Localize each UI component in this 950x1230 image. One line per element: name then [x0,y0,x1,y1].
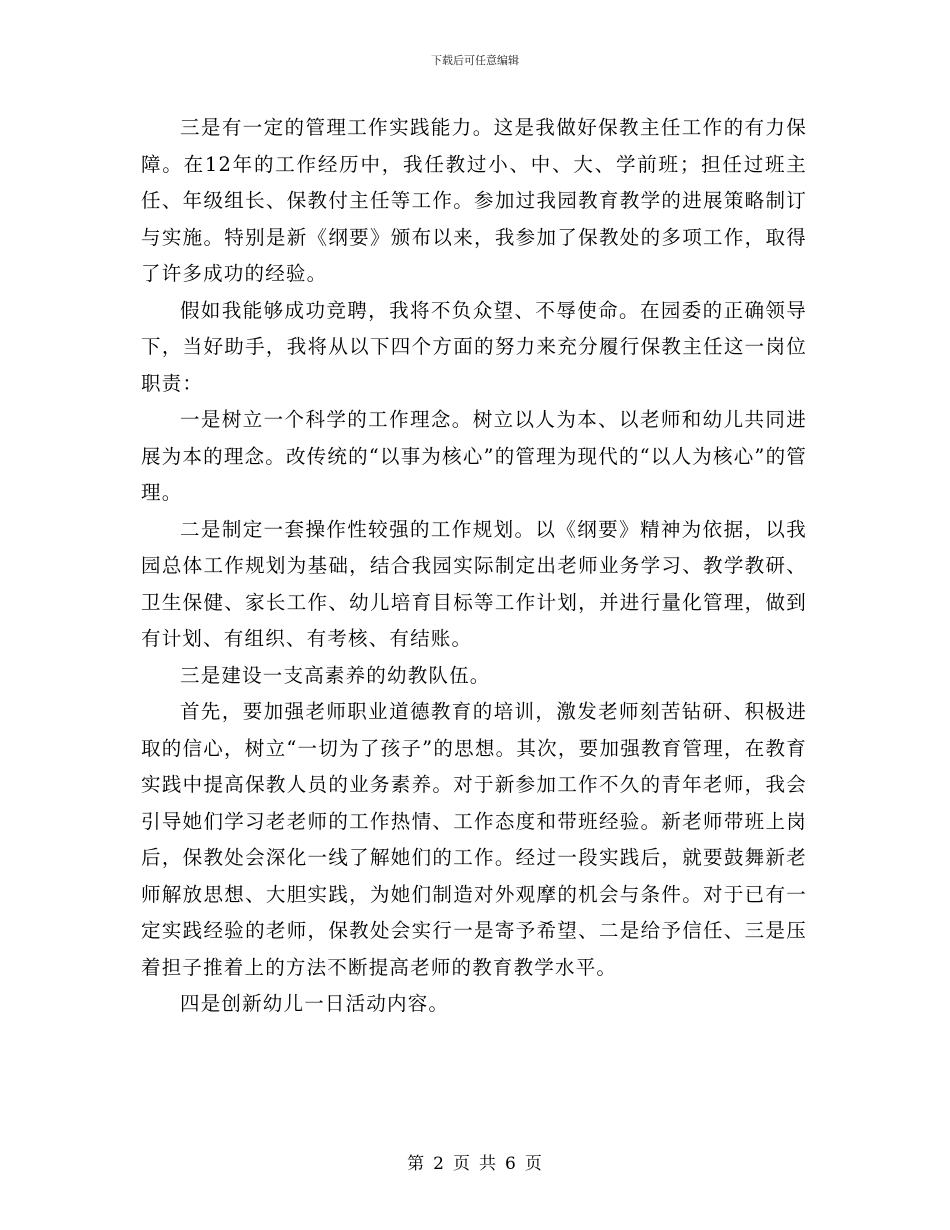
paragraph-point-one: 一是树立一个科学的工作理念。树立以人为本、以老师和幼儿共同进展为本的理念。改传统的“以事为核心”的管理为现代的“以人为核心”的管理。 [141,408,807,504]
paragraph-management-experience: 三是有一定的管理工作实践能力。这是我做好保教主任工作的有力保障。在12年的工作经历中，我任教过小、中、大、学前班；担任过班主任、年级组长、保教付主任等工作。参加过我园教育教学的进展策略制订与实施。特别是新《纲要》颁布以来，我参加了保教处的多项工作，取得了许多成功的经验。 [141,116,807,285]
paragraph-point-three-detail: 首先，要加强老师职业道德教育的培训，激发老师刻苦钻研、积极进取的信心，树立“一切为了孩子”的思想。其次，要加强教育管理，在教育实践中提高保教人员的业务素养。对于新参加工作不久的青年老师，我会引导她们学习老老师的工作热情、工作态度和带班经验。新老师带班上岗后，保教处会深化一线了解她们的工作。经过一段实践后，就要鼓舞新老师解放思想、大胆实践，为她们制造对外观摩的机会与条件。对于已有一定实践经验的老师，保教处会实行一是寄予希望、二是给予信任、三是压着担子推着上的方法不断提高老师的教育教学水平。 [141,700,807,979]
page-footer [0,1153,950,1175]
footer-current-page: 2 [433,1154,445,1174]
paragraph-point-two: 二是制定一套操作性较强的工作规划。以《纲要》精神为依据，以我园总体工作规划为基础，结合我园实际制定出老师业务学习、教学教研、卫生保健、家长工作、幼儿培育目标等工作计划，并进行量化管理，做到有计划、有组织、有考核、有结账。 [141,517,807,650]
paragraph-point-three: 三是建设一支高素养的幼教队伍。 [180,663,491,687]
footer-total-label: 页 [524,1154,543,1174]
footer-page-label: 页 [453,1154,471,1174]
page-header [0,54,950,68]
footer-prefix: 第 [407,1154,426,1174]
footer-total-prefix: 共 [479,1154,497,1174]
header-note: 下载后可任意编辑 [431,54,519,67]
paragraph-point-four: 四是创新幼儿一日活动内容。 [180,992,450,1015]
footer-total-pages: 6 [505,1154,517,1174]
document-body [141,110,807,1023]
paragraph-commitment: 假如我能够成功竞聘，我将不负众望、不辱使命。在园委的正确领导下，当好助手，我将从以下四个方面的努力来充分履行保教主任这一岗位职责： [141,298,807,395]
